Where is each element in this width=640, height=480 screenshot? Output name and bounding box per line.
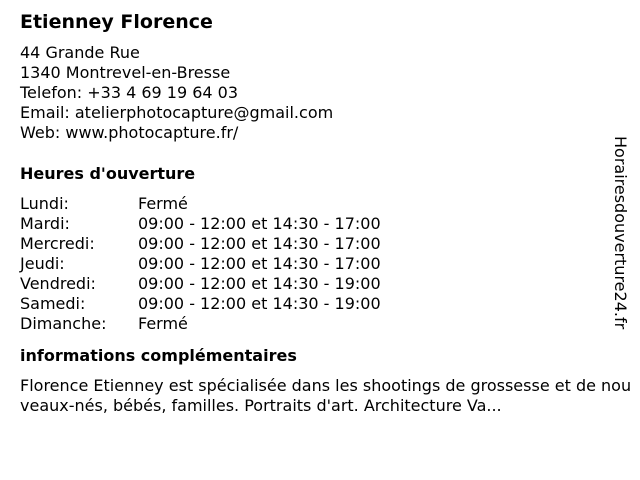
hours-time: 09:00 - 12:00 et 14:30 - 17:00 xyxy=(138,254,381,273)
hours-row-samedi xyxy=(20,294,610,314)
hours-row-mardi xyxy=(20,214,610,234)
hours-day: Dimanche: xyxy=(20,314,107,333)
address-city: 1340 Montrevel-en-Bresse xyxy=(20,63,231,82)
info-description: Florence Etienney est spécialisée dans les shootings de grossesse et de nouveaux-nés, bébés, familles. Portraits d'art. Architecture Va... xyxy=(20,376,632,415)
address-street: 44 Grande Rue xyxy=(20,43,140,62)
phone-line: Telefon: +33 4 69 19 64 03 xyxy=(20,83,239,102)
hours-row-jeudi xyxy=(20,254,610,274)
web-line: Web: www.photocapture.fr/ xyxy=(20,123,239,142)
site-watermark: Horairesdouverture24.fr xyxy=(611,136,630,330)
hours-row-mercredi xyxy=(20,234,610,254)
hours-day: Samedi: xyxy=(20,294,86,313)
hours-title: Heures d'ouverture xyxy=(20,164,196,183)
hours-day: Lundi: xyxy=(20,194,69,213)
hours-time: Fermé xyxy=(138,314,188,333)
hours-row-lundi xyxy=(20,194,610,214)
hours-table xyxy=(20,194,610,334)
hours-time: 09:00 - 12:00 et 14:30 - 19:00 xyxy=(138,294,381,313)
email-line: Email: atelierphotocapture@gmail.com xyxy=(20,103,334,122)
hours-day: Jeudi: xyxy=(20,254,65,273)
hours-row-vendredi xyxy=(20,274,610,294)
info-title: informations complémentaires xyxy=(20,346,297,365)
hours-day: Mardi: xyxy=(20,214,70,233)
hours-time: Fermé xyxy=(138,194,188,213)
hours-day: Mercredi: xyxy=(20,234,95,253)
hours-time: 09:00 - 12:00 et 14:30 - 17:00 xyxy=(138,214,381,233)
hours-time: 09:00 - 12:00 et 14:30 - 17:00 xyxy=(138,234,381,253)
hours-row-dimanche xyxy=(20,314,610,334)
hours-day: Vendredi: xyxy=(20,274,96,293)
hours-time: 09:00 - 12:00 et 14:30 - 19:00 xyxy=(138,274,381,293)
business-name: Etienney Florence xyxy=(20,11,213,33)
